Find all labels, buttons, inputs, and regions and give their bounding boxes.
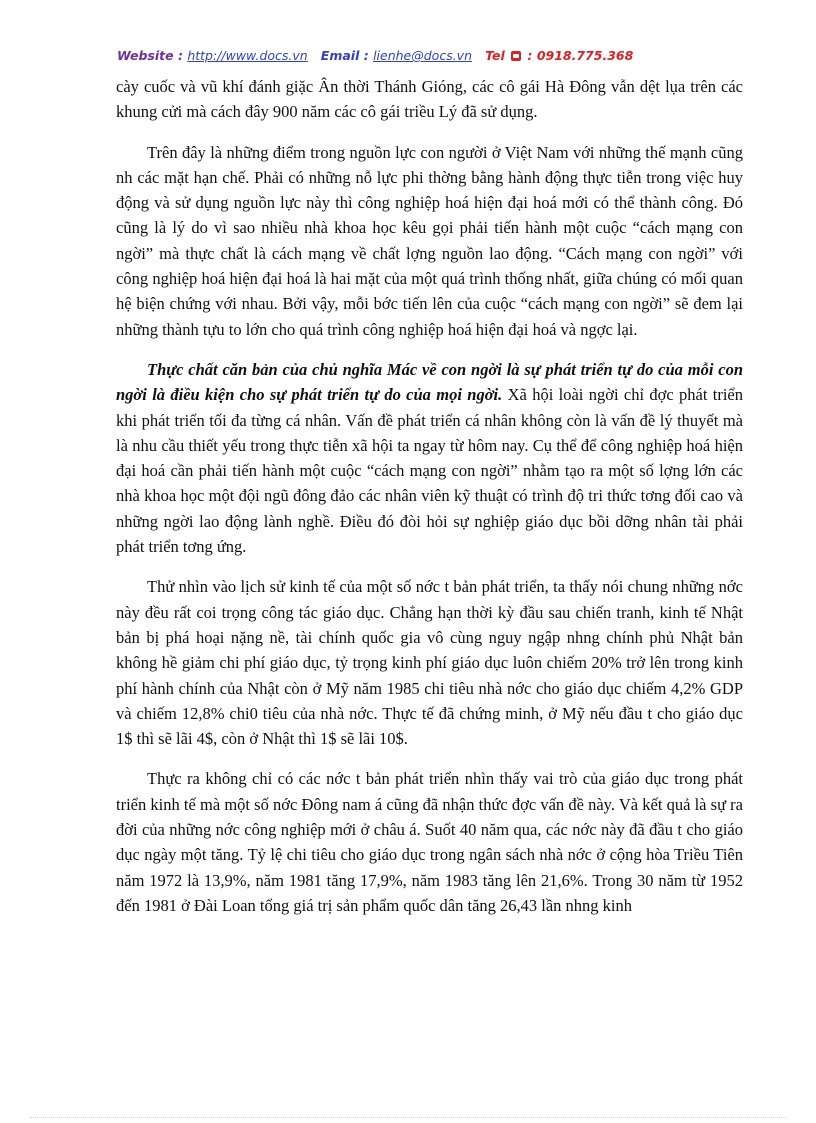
website-link[interactable]: http://www.docs.vn [187, 48, 308, 63]
paragraph-5: Thực ra không chỉ có các nớc t bản phát triển nhìn thấy vai trò của giáo dục trong phát triển kinh tế mà một số nớc Đông nam á cũng đã nhận thức đợc vấn đề này. Và kết quả là sự ra đời của những nớc công nghiệp mới ở châu á. Suốt 40 năm qua, các nớc này đã đầu t cho giáo dục ngày một tăng. Tỷ lệ chi tiêu cho giáo dục trong ngân sách nhà nớc ở cộng hòa Triều Tiên năm 1972 là 13,9%, năm 1981 tăng 17,9%, năm 1983 tăng lên 21,6%. Trong 30 năm từ 1952 đến 1981 ở Đài Loan tổng giá trị sản phẩm quốc dân tăng 26,43 lần nhng kinh [116, 769, 743, 915]
paragraph-2: Trên đây là những điểm trong nguồn lực con người ở Việt Nam với những thế mạnh cũng nh các mặt hạn chế. Phải có những nỗ lực phi thờng bằng hành động thực tiễn trong việc huy động và sử dụng nguồn lực này thì công nghiệp hoá hiện đại hoá mới có thể thành công. Đó cũng là lý do vì sao nhiều nhà khoa học kêu gọi phải tiến hành một cuộc “cách mạng con ngời” mà thực chất là cách mạng về chất lợng nguồn lao động. “Cách mạng con ngời” với công nghiệp hoá hiện đại hoá là hai mặt của một quá trình thống nhất, giữa chúng có mối quan hệ biện chứng với nhau. Bởi vậy, mỗi bớc tiến lên của cuộc “cách mạng con ngời” sẽ đem lại những thành tựu to lớn cho quá trình công nghiệp hoá hiện đại hoá và ngợc lại. [116, 142, 743, 339]
paragraph-3-emphasis: Thực chất căn bản của chủ nghĩa Mác về con ngời là sự phát triển tự do của mỗi con ngời là điều kiện cho sự phát triển tự do của mọi ngời. [116, 359, 743, 405]
document-body [116, 74, 743, 933]
website-label: Website : [117, 48, 183, 63]
phone-icon [511, 51, 521, 61]
paragraph-3 [116, 357, 743, 559]
email-link[interactable]: lienhe@docs.vn [373, 48, 472, 63]
page-header [117, 47, 757, 65]
email-label: Email : [320, 48, 369, 63]
paragraph-1: cày cuốc và vũ khí đánh giặc Ân thời Thánh Gióng, các cô gái Hà Đông vẫn dệt lụa trên các khung cửi mà cách đây 900 năm các cô gái triều Lý đã sử dụng. [116, 77, 743, 122]
page-bottom-divider [30, 1117, 786, 1118]
phone-number: : 0918.775.368 [527, 48, 634, 63]
paragraph-3-text: Xã hội loài ngời chỉ đợc phát triển khi phát triển tối đa từng cá nhân. Vấn đề phát triển cá nhân không còn là vấn đề lý thuyết mà là nhu cầu thiết yếu trong thực tiễn xã hội ta ngay từ hôm nay. Cụ thể để công nghiệp hoá hiện đại hoá cần phải tiến hành một cuộc “cách mạng con ngời” nhằm tạo ra một số lợng lớn các nhà khoa học một đội ngũ đông đảo các nhân viên kỹ thuật có trình độ tri thức tơng đối cao và những ngời lao động lành nghề. Điều đó đòi hỏi sự nghiệp giáo dục bồi dỡng nhân tài phải phát triển tơng ứng. [116, 385, 744, 557]
tel-label: Tel [485, 48, 505, 63]
paragraph-4: Thử nhìn vào lịch sử kinh tế của một số nớc t bản phát triển, ta thấy nói chung những nớc này đều rất coi trọng công tác giáo dục. Chẳng hạn thời kỳ đầu sau chiến tranh, kinh tế Nhật bản bị phá hoại nặng nề, tài chính quốc gia vô cùng nguy ngập nhng chính phủ Nhật bản không hề giảm chi phí giáo dục, tỷ trọng kinh phí giáo dục luôn chiếm 20% trở lên trong kinh phí hành chính của Nhật còn ở Mỹ năm 1985 chi tiêu nhà nớc cho giáo dục chiếm 4,2% GDP và chiếm 12,8% chi0 tiêu của nhà nớc. Thực tế đã chứng minh, ở Mỹ nếu đầu t cho giáo dục 1$ thì sẽ lãi 4$, còn ở Nhật thì 1$ sẽ lãi 10$. [116, 577, 743, 749]
